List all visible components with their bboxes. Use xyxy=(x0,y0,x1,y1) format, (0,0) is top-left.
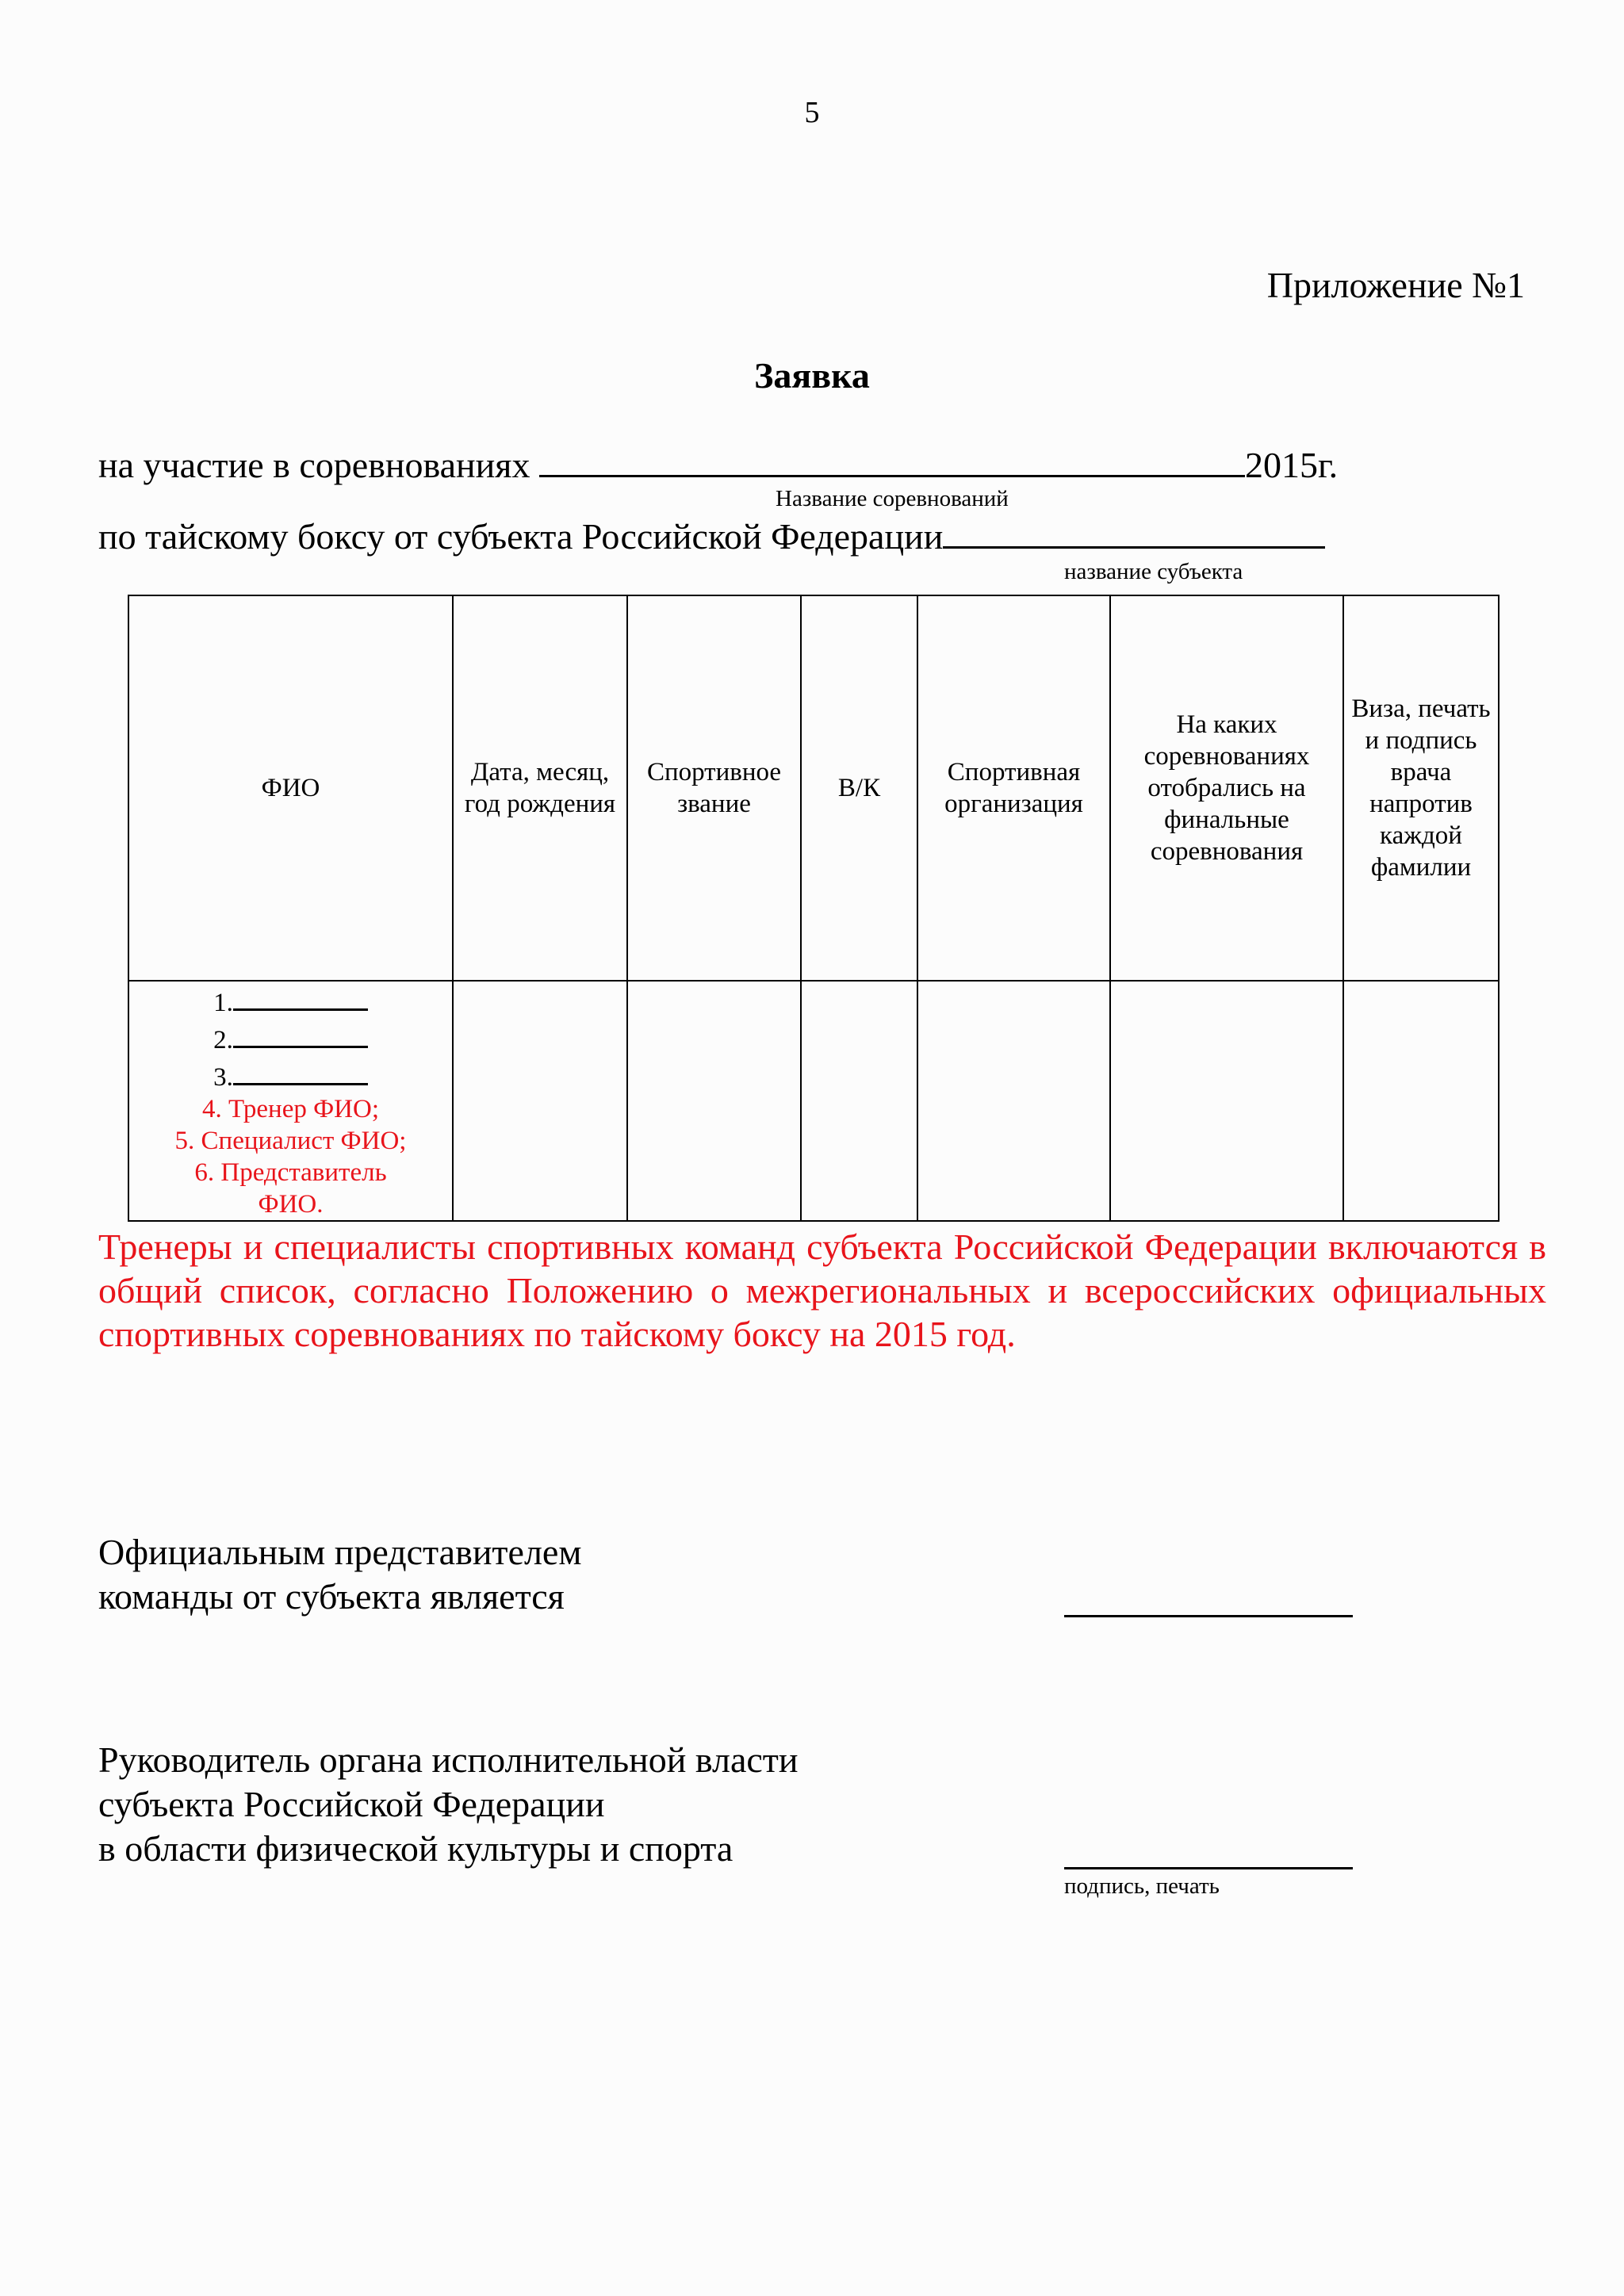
competition-year: 2015г. xyxy=(1244,445,1339,485)
page-number: 5 xyxy=(804,96,820,129)
subject-line-prefix: по тайскому боксу от субъекта Российской Федерации xyxy=(98,516,944,557)
participant-list-cell[interactable] xyxy=(128,981,453,1221)
head-of-body-line-1: Руководитель органа исполнительной власти xyxy=(98,1739,799,1780)
document-title: Заявка xyxy=(754,355,870,396)
appendix-label: Приложение №1 xyxy=(1266,265,1525,305)
participant-entry-2: 2. xyxy=(129,1019,452,1056)
representative-line-2: команды от субъекта является xyxy=(98,1576,565,1617)
representative-entry-continued: ФИО. xyxy=(258,1190,324,1219)
birth-date-cell[interactable] xyxy=(453,981,627,1221)
weight-category-cell[interactable] xyxy=(801,981,917,1221)
head-of-body-block xyxy=(98,1738,799,1871)
participant-blank-2 xyxy=(233,1019,368,1048)
specialist-entry: 5. Специалист ФИО; xyxy=(174,1127,407,1155)
sport-organization-cell[interactable] xyxy=(917,981,1110,1221)
doctor-visa-cell[interactable] xyxy=(1343,981,1499,1221)
subject-name-caption: название субъекта xyxy=(1064,559,1243,584)
header-weight-category: В/К xyxy=(801,595,917,981)
header-sport-title: Спортивное звание xyxy=(627,595,801,981)
representative-line-1: Официальным представителем xyxy=(98,1532,582,1572)
head-of-body-line-3: в области физической культуры и спорта xyxy=(98,1828,733,1869)
signature-caption: подпись, печать xyxy=(1064,1873,1220,1899)
competition-line xyxy=(98,440,1338,486)
head-signature-line[interactable] xyxy=(1064,1867,1353,1869)
participant-blank-1 xyxy=(233,982,368,1011)
subject-name-blank xyxy=(943,511,1325,549)
competition-name-caption: Название соревнований xyxy=(776,486,1009,511)
coach-entry: 4. Тренер ФИО; xyxy=(201,1095,379,1123)
competition-line-prefix: на участие в соревнованиях xyxy=(98,445,530,485)
subject-line xyxy=(98,511,1325,557)
sport-title-cell[interactable] xyxy=(627,981,801,1221)
header-name: ФИО xyxy=(128,595,453,981)
table-row xyxy=(128,981,1499,1221)
qualifying-competitions-cell[interactable] xyxy=(1110,981,1343,1221)
entry-table xyxy=(128,595,1500,1222)
header-qualifying-competitions: На каких соревнованиях отобрались на финальные соревнования xyxy=(1110,595,1343,981)
representative-signature-line[interactable] xyxy=(1064,1615,1353,1617)
representative-entry: 6. Представитель xyxy=(194,1158,387,1187)
participant-blank-3 xyxy=(233,1056,368,1085)
representative-block xyxy=(98,1530,581,1619)
participant-entry-1: 1. xyxy=(129,982,452,1019)
participant-entry-3: 3. xyxy=(129,1056,452,1093)
header-doctor-visa: Виза, печать и подпись врача напротив каждой фамилии xyxy=(1343,595,1499,981)
head-of-body-line-2: субъекта Российской Федерации xyxy=(98,1784,605,1824)
header-sport-organization: Спортивная организация xyxy=(917,595,1110,981)
competition-name-blank xyxy=(539,440,1245,477)
table-header-row xyxy=(128,595,1499,981)
header-birth-date: Дата, месяц, год рождения xyxy=(453,595,627,981)
coaches-note: Тренеры и специалисты спортивных команд субъекта Российской Федерации включаются в общий список, согласно Положению о межрегиональных и всероссийских официальных спортивных соревнованиях по тайскому боксу на 2015 год. xyxy=(98,1226,1546,1354)
